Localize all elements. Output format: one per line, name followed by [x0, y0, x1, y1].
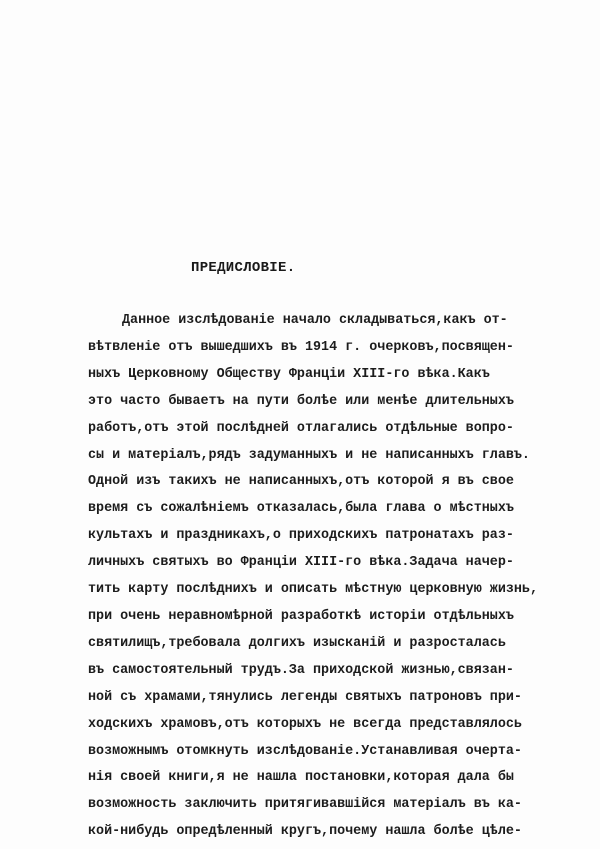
text-line: кой-нибудь опредѣленный кругъ,почему нашла болѣе цѣле-: [88, 824, 522, 840]
text-line: личныхъ святыхъ во Франціи XIII-го вѣка.Задача начер-: [88, 555, 514, 571]
text-line: возможность заключить притягивавшійся матеріалъ въ ка-: [88, 797, 522, 813]
text-line: возможнымъ отомкнуть изслѣдованіе.Устанавливая очерта-: [88, 743, 522, 759]
text-line: работъ,отъ этой послѣдней отлагались отдѣльные вопро-: [88, 420, 514, 436]
text-line: культахъ и праздникахъ,о приходскихъ патронатахъ раз-: [88, 528, 514, 544]
text-line: Одной изъ такихъ не написанныхъ,отъ которой я въ свое: [88, 474, 514, 490]
text-line: нія своей книги,я не нашла постановки,которая дала бы: [88, 770, 514, 786]
text-line: святилищъ,требовала долгихъ изысканій и разросталась: [88, 635, 506, 651]
page-title: ПРЕДИСЛОВІЕ.: [191, 260, 296, 276]
text-line: вѣтвленіе отъ вышедшихъ въ 1914 г. очерковъ,посвящен-: [88, 339, 514, 355]
text-line: тить карту послѣднихъ и описать мѣстную церковную жизнь,: [88, 582, 538, 598]
text-line: это часто бываетъ на пути болѣе или менѣе длительныхъ: [88, 393, 514, 409]
text-line: сы и матеріалъ,рядъ задуманныхъ и не написанныхъ главъ.: [88, 447, 530, 463]
text-line: ходскихъ храмовъ,отъ которыхъ не всегда представлялось: [88, 716, 522, 732]
text-line: время съ сожалѣніемъ отказалась,была глава о мѣстныхъ: [88, 501, 514, 517]
text-line: Данное изслѣдованіе начало складываться,какъ от-: [122, 313, 508, 328]
text-line: въ самостоятельный трудъ.За приходской жизнью,связан-: [88, 662, 514, 678]
text-line: ныхъ Церковному Обществу Франціи XIII-го вѣка.Какъ: [88, 366, 490, 382]
text-line: при очень неравномѣрной разработкѣ исторіи отдѣльныхъ: [88, 608, 514, 624]
preface-text: [88, 308, 538, 846]
text-line: ной съ храмами,тянулись легенды святыхъ патроновъ при-: [88, 689, 522, 705]
